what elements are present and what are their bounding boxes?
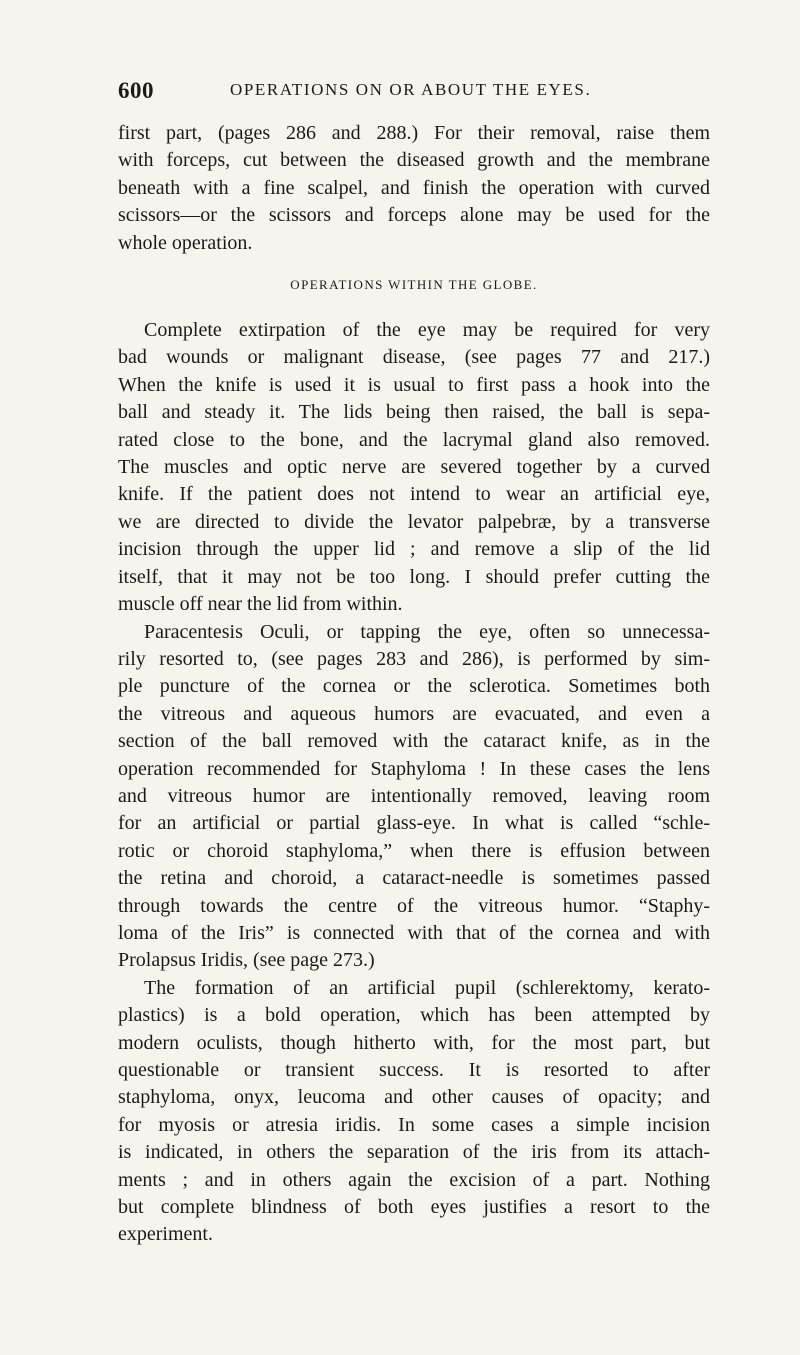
text-line: Complete extirpation of the eye may be required for very — [144, 319, 710, 342]
text-line: is indicated, in others the separation of the iris from its attach- — [118, 1141, 710, 1164]
text-line: itself, that it may not be too long. I should prefer cutting the — [118, 565, 710, 588]
text-line: plastics) is a bold operation, which has been attempted by — [118, 1004, 710, 1027]
section-heading: OPERATIONS WITHIN THE GLOBE. — [290, 277, 538, 293]
text-line: and vitreous humor are intentionally removed, leaving room — [118, 784, 710, 807]
running-head: OPERATIONS ON OR ABOUT THE EYES. — [230, 80, 592, 99]
text-line: incision through the upper lid ; and remove a slip of the lid — [118, 538, 710, 561]
text-line: with forceps, cut between the diseased growth and the membrane — [118, 149, 710, 172]
text-line: muscle off near the lid from within. — [118, 593, 403, 616]
text-line: bad wounds or malignant disease, (see pages 77 and 217.) — [118, 346, 710, 369]
text-line: rily resorted to, (see pages 283 and 286), is performed by sim- — [118, 647, 710, 670]
text-line: scissors—or the scissors and forceps alone may be used for the — [118, 204, 710, 227]
text-line: but complete blindness of both eyes justifies a resort to the — [118, 1196, 710, 1219]
text-line: operation recommended for Staphyloma ! In these cases the lens — [118, 757, 710, 780]
text-line: ple puncture of the cornea or the sclerotica. Sometimes both — [118, 675, 710, 698]
text-line: knife. If the patient does not intend to wear an artificial eye, — [118, 483, 710, 506]
text-line: section of the ball removed with the cataract knife, as in the — [118, 730, 710, 753]
text-line: whole operation. — [118, 231, 253, 254]
text-line: The formation of an artificial pupil (schlerektomy, kerato- — [144, 976, 710, 999]
text-line: experiment. — [118, 1223, 213, 1246]
text-line: for myosis or atresia iridis. In some cases a simple incision — [118, 1113, 710, 1136]
text-line: the vitreous and aqueous humors are evacuated, and even a — [118, 702, 710, 725]
text-line: through towards the centre of the vitreous humor. “Staphy- — [118, 894, 710, 917]
text-line: beneath with a fine scalpel, and finish the operation with curved — [118, 176, 710, 199]
text-line: for an artificial or partial glass-eye. In what is called “schle- — [118, 812, 710, 835]
text-line: ball and steady it. The lids being then raised, the ball is sepa- — [118, 401, 710, 424]
text-line: first part, (pages 286 and 288.) For their removal, raise them — [118, 122, 710, 144]
text-line: Prolapsus Iridis, (see page 273.) — [118, 949, 375, 972]
page-number: 600 — [118, 78, 154, 103]
text-line: questionable or transient success. It is resorted to after — [118, 1059, 710, 1081]
text-line: The muscles and optic nerve are severed together by a curved — [118, 456, 710, 479]
text-line: modern oculists, though hitherto with, for the most part, but — [118, 1031, 710, 1054]
text-line: we are directed to divide the levator palpebræ, by a transverse — [118, 510, 710, 533]
text-line: rotic or choroid staphyloma,” when there is effusion between — [118, 839, 710, 862]
page-header — [118, 78, 718, 106]
text-line: loma of the Iris” is connected with that of the cornea and with — [118, 921, 710, 944]
text-line: staphyloma, onyx, leucoma and other causes of opacity; and — [118, 1086, 710, 1109]
text-line: the retina and choroid, a cataract-needle is sometimes passed — [118, 867, 710, 890]
text-line: rated close to the bone, and the lacrymal gland also removed. — [118, 428, 710, 451]
body-text — [118, 120, 710, 1249]
text-line: When the knife is used it is usual to first pass a hook into the — [118, 373, 710, 396]
text-line: ments ; and in others again the excision of a part. Nothing — [118, 1168, 710, 1191]
text-line: Paracentesis Oculi, or tapping the eye, often so unnecessa- — [144, 620, 710, 643]
